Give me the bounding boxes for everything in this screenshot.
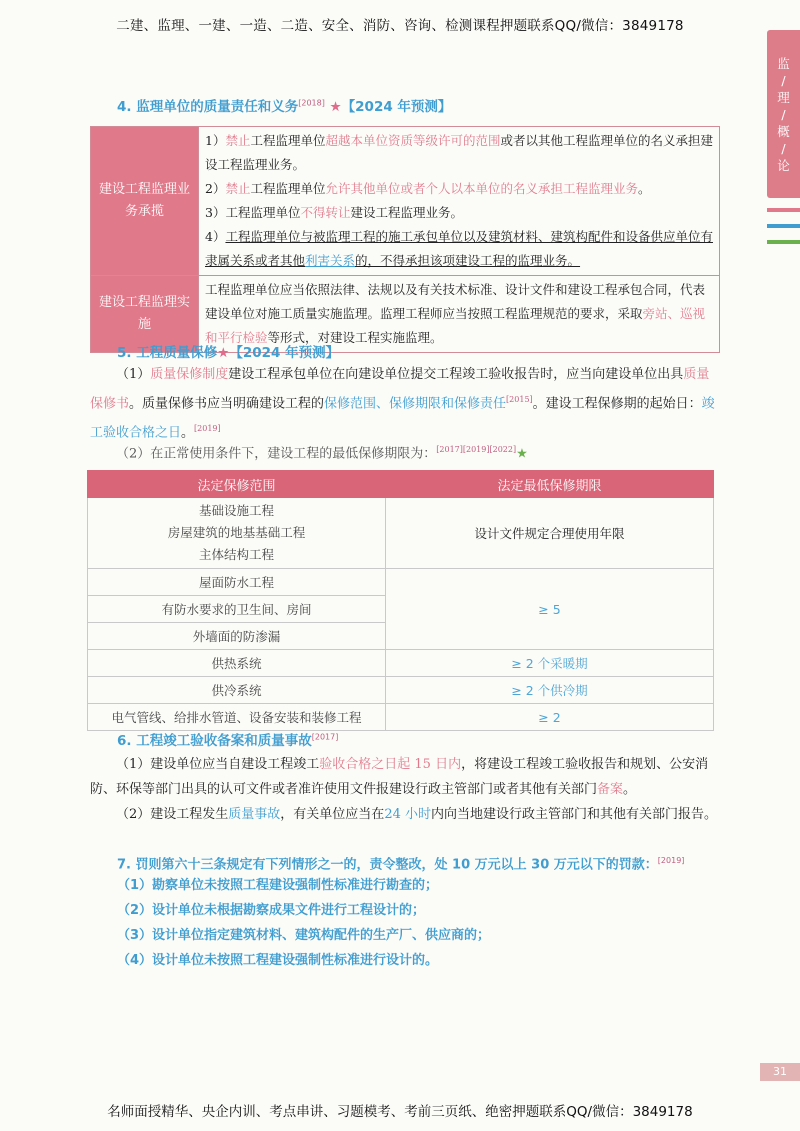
column-header: 法定保修范围: [88, 471, 386, 498]
scope-cell: 外墙面的防渗漏: [88, 623, 386, 650]
side-color-stripes: [767, 208, 800, 256]
section-4-title: 4. 监理单位的质量责任和义务[2018] ★【2024 年预测】: [117, 98, 452, 115]
period-cell: ≥ 2: [386, 704, 714, 731]
page-number: 31: [760, 1063, 800, 1081]
section-6-paragraph-1: （1）建设单位应当自建设工程竣工验收合格之日起 15 日内，将建设工程竣工验收报告和规划、公安消防、环保等部门出具的认可文件或者准许使用文件报建设行政主管部门或者其他有关部门备案。: [90, 757, 709, 797]
row-header: 建设工程监理业务承揽: [91, 127, 199, 276]
list-item: （3）设计单位指定建筑材料、建筑构配件的生产厂、供应商的；: [117, 928, 491, 943]
stripe-green: [767, 240, 800, 244]
side-tab-char: 监: [777, 55, 790, 71]
scope-cell: 供热系统: [88, 650, 386, 677]
chapter-side-tab: [767, 30, 800, 198]
table-row: [88, 650, 714, 677]
list-item: 3）工程监理单位不得转让建设工程监理业务。: [205, 205, 463, 220]
list-item: （2）设计单位未根据勘察成果文件进行工程设计的；: [117, 903, 426, 918]
scope-cell: 屋面防水工程: [88, 569, 386, 596]
section-6-title: 6. 工程竣工验收备案和质量事故[2017]: [117, 732, 339, 749]
period-cell: ≥ 2 个供冷期: [386, 677, 714, 704]
period-cell: ≥ 2 个采暖期: [386, 650, 714, 677]
scope-cell: 基础设施工程 房屋建筑的地基基础工程 主体结构工程: [88, 498, 386, 569]
section-7-title: 7. 罚则第六十三条规定有下列情形之一的，责令整改，处 10 万元以上 30 万元以下的罚款：[2019]: [117, 856, 685, 873]
list-item: （4）设计单位未按照工程建设强制性标准进行设计的。: [117, 953, 439, 968]
table-row: [88, 704, 714, 731]
period-cell: ≥ 5: [386, 569, 714, 650]
bottom-banner: 名师面授精华、央企内训、考点串讲、习题模考、考前三页纸、绝密押题联系QQ/微信：3849178: [107, 1104, 693, 1120]
list-item: （1）勘察单位未按照工程建设强制性标准进行勘查的；: [117, 878, 439, 893]
table-row: [88, 677, 714, 704]
table-row: [91, 127, 720, 276]
side-tab-char: /: [781, 106, 786, 122]
supervision-duty-table: [90, 126, 720, 353]
row-body: [199, 127, 720, 276]
stripe-blue: [767, 224, 800, 228]
stripe-pink: [767, 208, 800, 212]
side-tab-char: 论: [777, 157, 790, 173]
list-item: 1）禁止工程监理单位超越本单位资质等级许可的范围或者以其他工程监理单位的名义承担建设工程监理业务。: [205, 133, 714, 172]
table-row: [88, 498, 714, 569]
row-body: 工程监理单位应当依照法律、法规以及有关技术标准、设计文件和建设工程承包合同，代表建设单位对施工质量实施监理。监理工程师应当按照工程监理规范的要求，采取旁站、巡视和平行检验等形式，对建设工程实施监理。: [199, 276, 720, 353]
warranty-period-table: [87, 470, 714, 731]
table-header-row: [88, 471, 714, 498]
section-5-paragraph-2: （2）在正常使用条件下，建设工程的最低保修期限为：[2017][2019][2022]★: [116, 445, 528, 462]
period-cell: 设计文件规定合理使用年限: [386, 498, 714, 569]
scope-cell: 供冷系统: [88, 677, 386, 704]
list-item: 2）禁止工程监理单位允许其他单位或者个人以本单位的名义承担工程监理业务。: [205, 181, 651, 196]
scope-cell: 电气管线、给排水管道、设备安装和装修工程: [88, 704, 386, 731]
section-5-title: 5. 工程质量保修★【2024 年预测】: [117, 345, 340, 361]
column-header: 法定最低保修期限: [386, 471, 714, 498]
side-tab-char: /: [781, 140, 786, 156]
section-6-paragraph-2: （2）建设工程发生质量事故，有关单位应当在24 小时内向当地建设行政主管部门和其他有关部门报告。: [116, 807, 718, 822]
side-tab-char: /: [781, 72, 786, 88]
table-row: [88, 569, 714, 596]
scope-cell: 有防水要求的卫生间、房间: [88, 596, 386, 623]
row-header: 建设工程监理实施: [91, 276, 199, 353]
side-tab-char: 概: [777, 123, 790, 139]
side-tab-char: 理: [777, 89, 790, 105]
top-banner: 二建、监理、一建、一造、二造、安全、消防、咨询、检测课程押题联系QQ/微信：3849178: [116, 18, 684, 34]
section-5-paragraph-1: （1）质量保修制度建设工程承包单位在向建设单位提交工程竣工验收报告时，应当向建设单位出具质量保修书。质量保修书应当明确建设工程的保修范围、保修期限和保修责任[2015]。建设工程保修期的起始日：竣工验收合格之日。[2019]: [90, 367, 715, 441]
list-item: 4）工程监理单位与被监理工程的施工承包单位以及建筑材料、建筑构配件和设备供应单位有隶属关系或者其他利害关系的，不得承担该项建设工程的监理业务。: [205, 229, 713, 268]
